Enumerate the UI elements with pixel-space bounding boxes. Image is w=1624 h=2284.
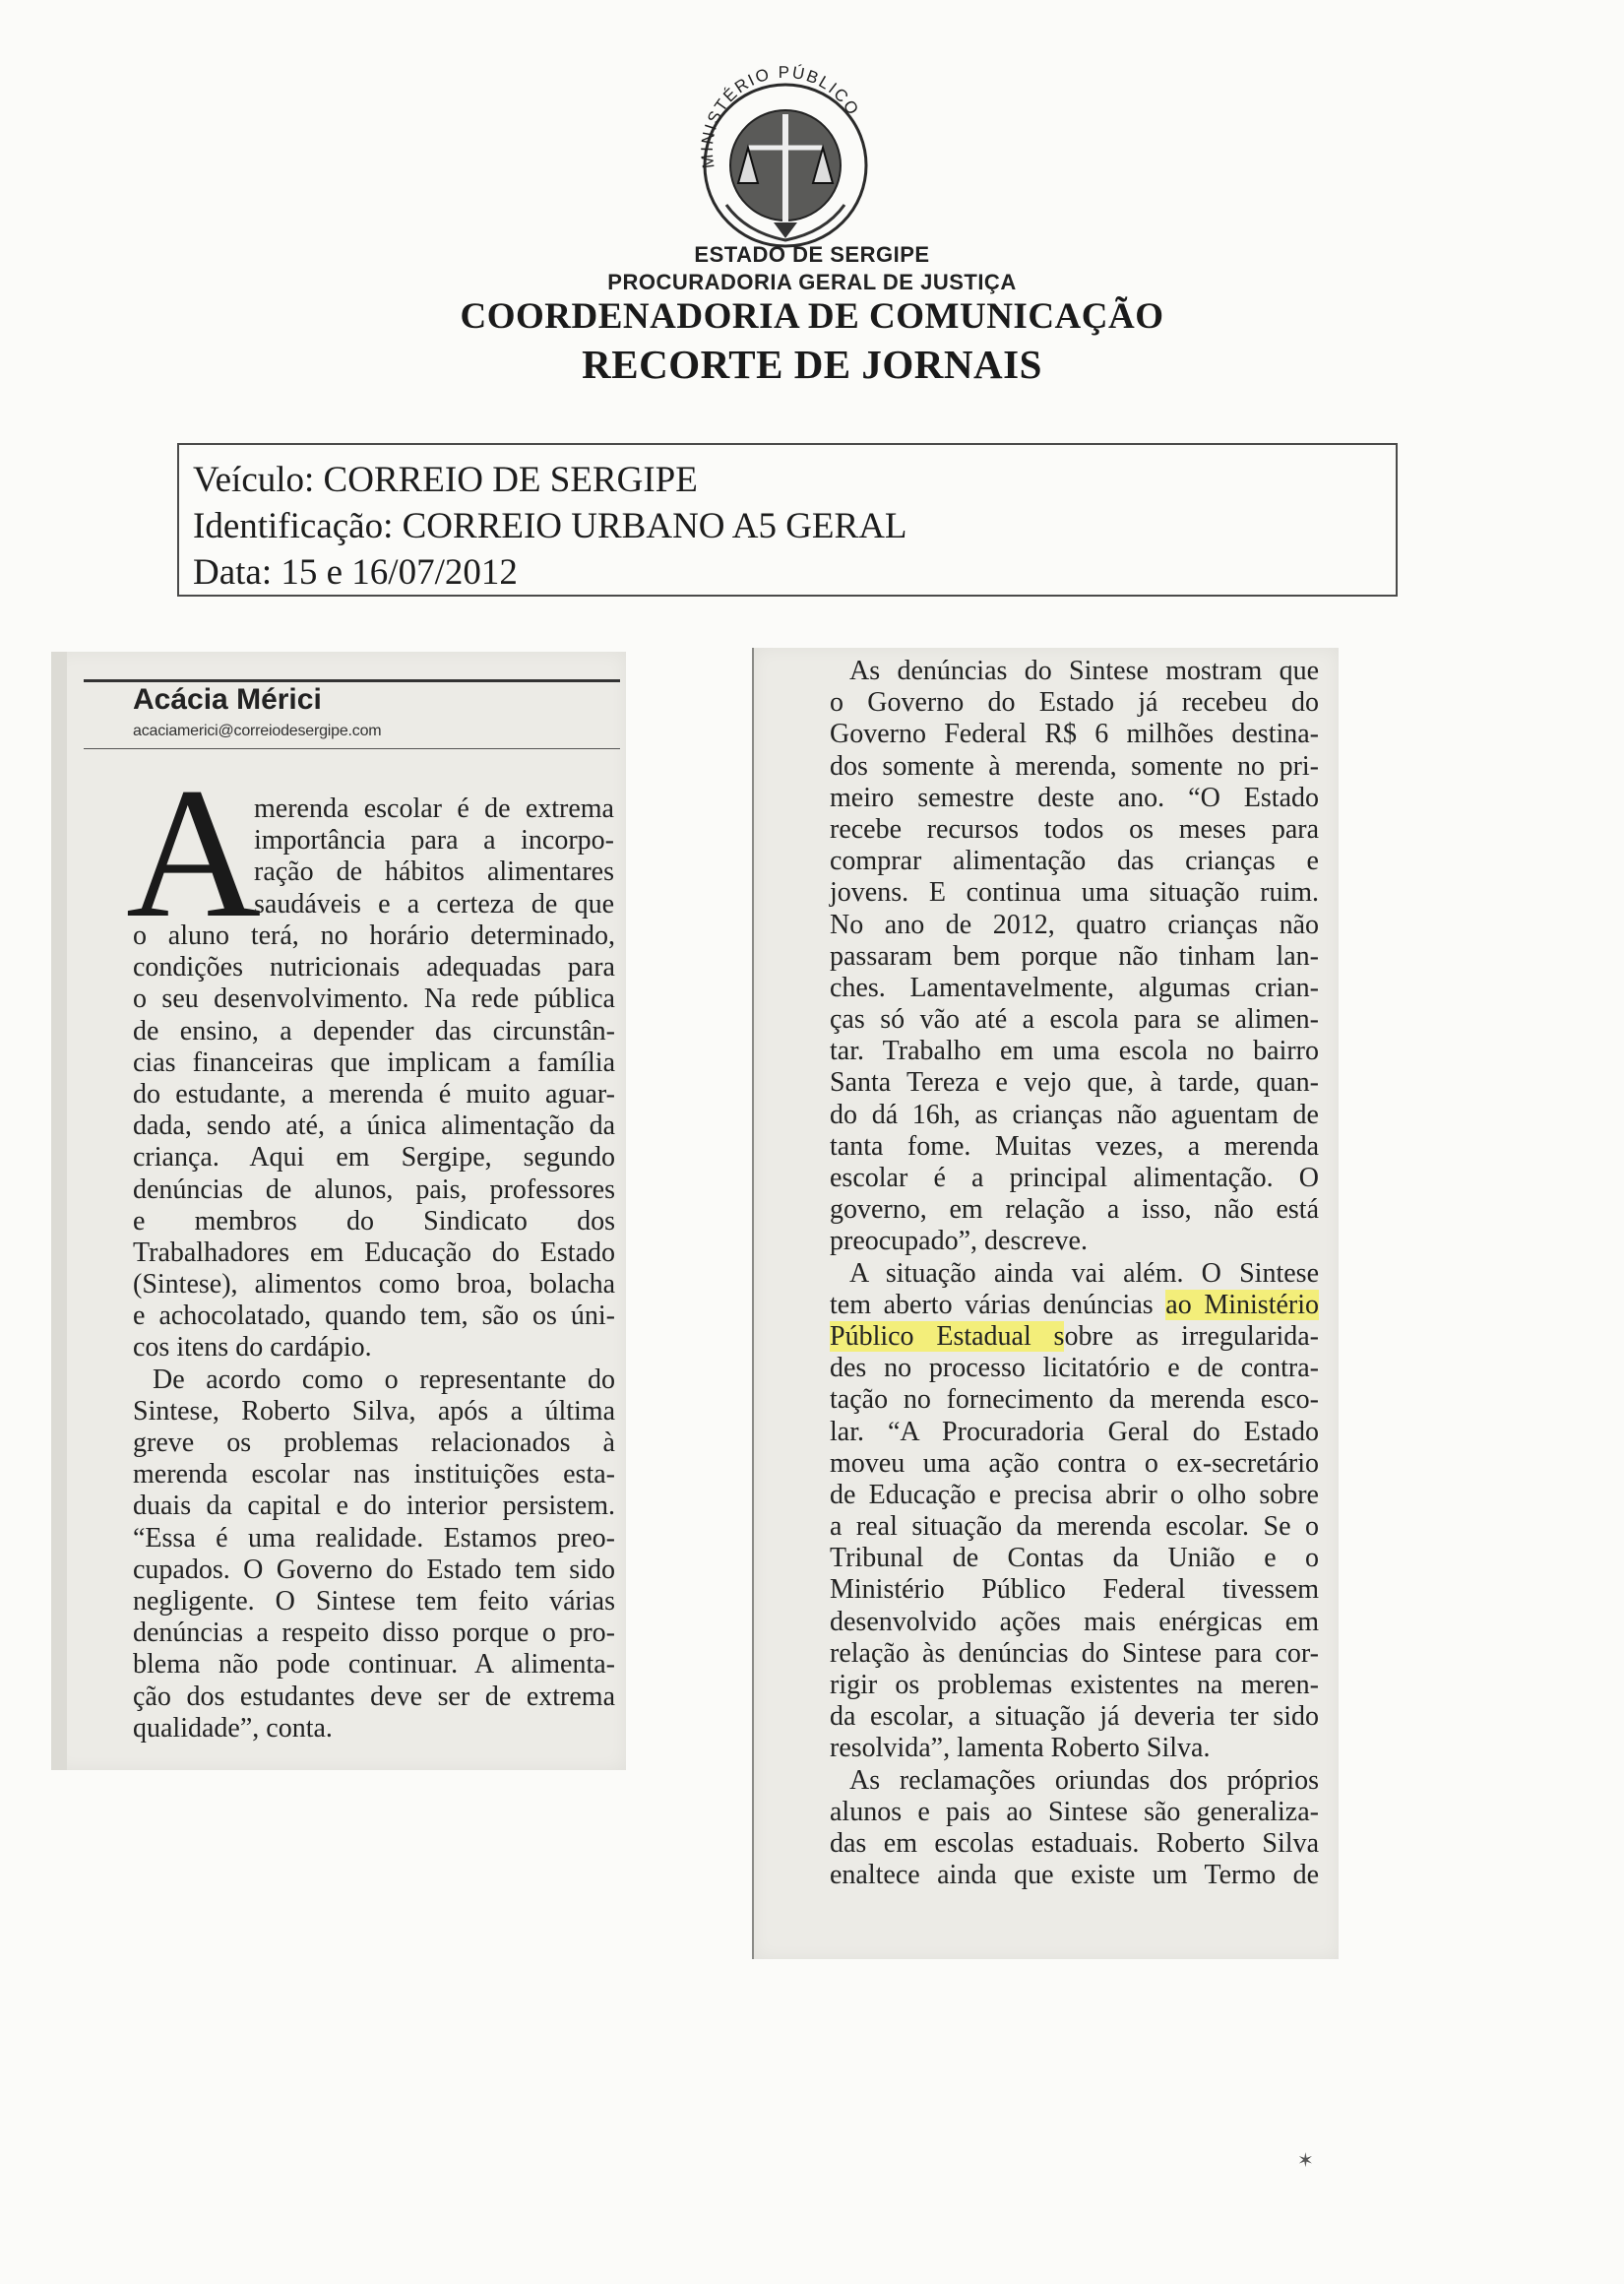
text-line: Trabalhadores em Educação do Estado [133, 1237, 615, 1268]
highlighted-text: Público Estadual s [830, 1320, 1065, 1352]
left-column-body [133, 920, 615, 1745]
text-line: Santa Tereza e vejo que, à tarde, quan- [830, 1067, 1319, 1099]
text-line: dada, sendo até, a única alimentação da [133, 1110, 615, 1142]
text-line: merenda escolar nas instituições esta- [133, 1459, 615, 1491]
text-line: o Governo do Estado já recebeu do [830, 687, 1319, 719]
text-line: o seu desenvolvimento. Na rede pública [133, 983, 615, 1015]
text-line: “Essa é uma realidade. Estamos preo- [133, 1522, 615, 1554]
text-span: tem aberto várias denúncias [830, 1289, 1166, 1320]
text-line: Tribunal de Contas da União e o [830, 1543, 1319, 1574]
scan-speck: ✶ [1297, 2150, 1314, 2172]
drop-cap: A [126, 750, 262, 957]
left-clipping-edge [51, 652, 67, 1770]
text-line: cupados. O Governo do Estado tem sido [133, 1554, 615, 1585]
text-line: As reclamações oriundas dos próprios [849, 1764, 1319, 1796]
highlighted-line-1 [830, 1290, 1319, 1321]
text-line: a real situação da merenda escolar. Se o [830, 1511, 1319, 1543]
text-line: enaltece ainda que existe um Termo de [830, 1860, 1319, 1891]
text-line: des no processo licitatório e de contra- [830, 1353, 1319, 1384]
text-line: rigir os problemas existentes na meren- [830, 1670, 1319, 1700]
text-line: A situação ainda vai além. O Sintese [849, 1257, 1319, 1289]
highlighted-text: ao Ministério [1165, 1289, 1319, 1320]
procuradoria-heading: PROCURADORIA GERAL DE JUSTIÇA [607, 270, 1017, 294]
text-line: cos itens do cardápio. [133, 1332, 372, 1364]
state-heading: ESTADO DE SERGIPE [694, 242, 930, 267]
text-line: ças só vão até a escola para se alimen- [830, 1004, 1319, 1036]
text-line: governo, em relação a isso, não está [830, 1194, 1319, 1226]
text-line: No ano de 2012, quatro crianças não [830, 909, 1319, 940]
text-line: do estudante, a merenda é muito aguar- [133, 1078, 615, 1110]
text-line: passaram bem porque não tinham lan- [830, 940, 1319, 972]
text-line: ração de hábitos alimentares [254, 856, 614, 888]
text-line: qualidade”, conta. [133, 1712, 333, 1744]
text-line: ção dos estudantes deve ser de extrema [133, 1681, 615, 1712]
text-line: de ensino, a depender das circunstân- [133, 1015, 615, 1047]
text-line: criança. Aqui em Sergipe, segundo [133, 1142, 615, 1174]
text-line: As denúncias do Sintese mostram que [849, 656, 1319, 686]
text-line: alunos e pais ao Sintese são generaliza- [830, 1796, 1319, 1827]
text-line: tar. Trabalho em uma escola no bairro [830, 1036, 1319, 1067]
text-line: resolvida”, lamenta Roberto Silva. [830, 1733, 1211, 1764]
text-line: condições nutricionais adequadas para [133, 952, 615, 983]
text-line: do dá 16h, as crianças não aguentam de [830, 1099, 1319, 1130]
text-line: importância para a incorpo- [254, 825, 614, 856]
text-line: e achocolatado, quando tem, são os úni- [133, 1301, 615, 1332]
left-column-indented [254, 793, 614, 920]
text-line: relação às denúncias do Sintese para cor- [830, 1637, 1319, 1669]
text-line: escolar é a principal alimentação. O [830, 1163, 1319, 1193]
text-line: ches. Lamentavelmente, algumas crian- [830, 972, 1319, 1003]
author-rule-top [84, 679, 620, 682]
coordenadoria-heading: COORDENADORIA DE COMUNICAÇÃO [460, 296, 1164, 337]
text-line: comprar alimentação das crianças e [830, 846, 1319, 877]
identificacao-line: Identificação: CORREIO URBANO A5 GERAL [193, 506, 907, 546]
text-line: cias financeiras que implicam a família [133, 1047, 615, 1078]
page-title: RECORTE DE JORNAIS [582, 342, 1042, 387]
text-line: da escolar, a situação já deveria ter sido [830, 1701, 1319, 1733]
author-email: acaciamerici@correiodesergipe.com [133, 723, 382, 739]
text-line: desenvolvido ações mais enérgicas em [830, 1606, 1319, 1637]
text-line: das em escolas estaduais. Roberto Silva [830, 1827, 1319, 1859]
text-line: tanta fome. Muitas vezes, a merenda [830, 1130, 1319, 1162]
author-rule-bottom [84, 748, 620, 749]
text-line: jovens. E continua uma situação ruim. [830, 877, 1319, 909]
text-line: merenda escolar é de extrema [254, 793, 614, 824]
text-line: recebe recursos todos os meses para [830, 813, 1319, 845]
text-line: preocupado”, descreve. [830, 1226, 1088, 1257]
text-line: negligente. O Sintese tem feito várias [133, 1585, 615, 1617]
data-line: Data: 15 e 16/07/2012 [193, 552, 518, 593]
clipping-info-box [177, 443, 1398, 597]
text-line: (Sintese), alimentos como broa, bolacha [133, 1269, 615, 1301]
right-column-body [830, 656, 1319, 1891]
text-line: o aluno terá, no horário determinado, [133, 920, 615, 951]
ministerio-publico-seal [687, 57, 884, 254]
text-line: meiro semestre deste ano. “O Estado [830, 782, 1319, 813]
text-line: Ministério Público Federal tivessem [830, 1574, 1319, 1606]
text-line: greve os problemas relacionados à [133, 1428, 615, 1458]
text-line: moveu uma ação contra o ex-secretário [830, 1447, 1319, 1479]
text-line: Sintese, Roberto Silva, após a última [133, 1395, 615, 1427]
text-line: lar. “A Procuradoria Geral do Estado [830, 1416, 1319, 1447]
veiculo-line: Veículo: CORREIO DE SERGIPE [193, 460, 698, 500]
text-line: duais da capital e do interior persistem. [133, 1491, 615, 1522]
author-name: Acácia Mérici [133, 683, 322, 716]
text-line: blema não pode continuar. A alimenta- [133, 1649, 615, 1681]
text-line: e membros do Sindicato dos [133, 1205, 615, 1237]
text-span: obre as irregularida- [1064, 1320, 1319, 1352]
text-line: De acordo como o representante do [153, 1364, 615, 1395]
text-line: dos somente à merenda, somente no pri- [830, 750, 1319, 782]
text-line: saudáveis e a certeza de que [254, 888, 614, 920]
seal-text: MINISTÉRIO PÚBLICO [697, 62, 864, 170]
text-line: denúncias a respeito disso porque o pro- [133, 1618, 615, 1649]
text-line: Governo Federal R$ 6 milhões destina- [830, 719, 1319, 750]
text-line: de Educação e precisa abrir o olho sobre [830, 1479, 1319, 1510]
text-line: tação no fornecimento da merenda esco- [830, 1384, 1319, 1416]
highlighted-line-2 [830, 1321, 1319, 1353]
text-line: denúncias de alunos, pais, professores [133, 1174, 615, 1205]
